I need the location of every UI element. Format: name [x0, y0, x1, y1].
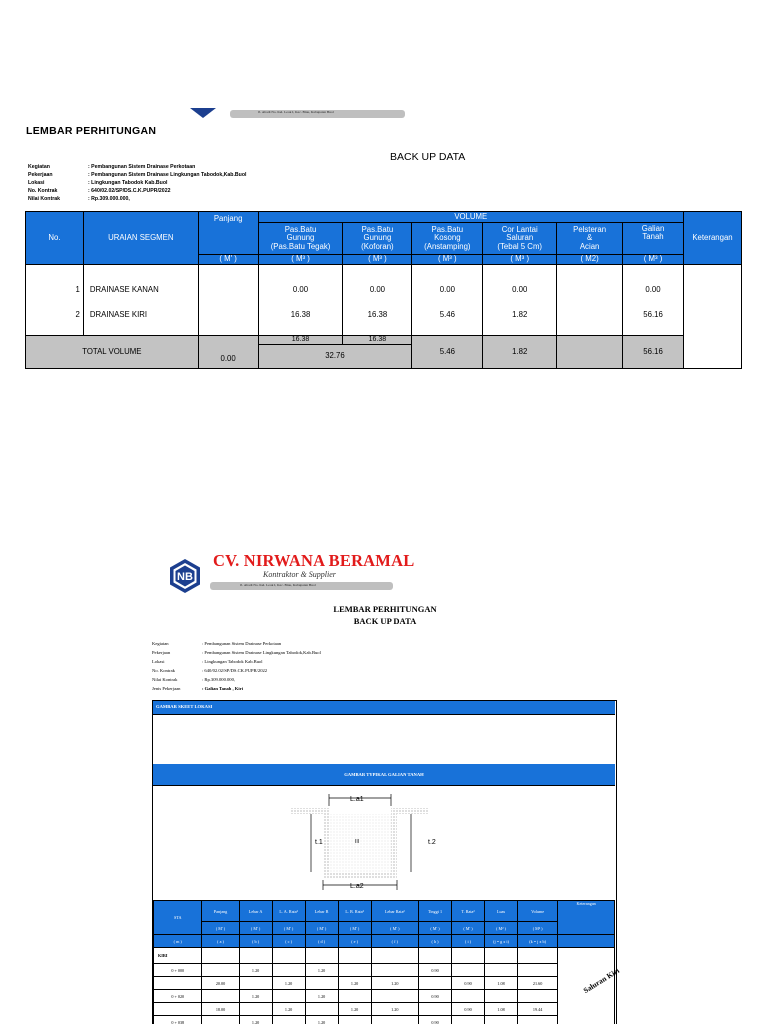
header-pas-batu-koforan: Pas.Batu Gunung (Koforan): [343, 223, 412, 255]
info-row: Nilai Kontrak : Rp.309.000.000,: [152, 677, 236, 682]
cell: 1.20: [371, 977, 418, 990]
th-keterangan: Keterangan: [558, 901, 615, 935]
cell: 1.08: [485, 1003, 518, 1016]
header-galian: Galian Tanah: [623, 223, 684, 255]
header-volume: VOLUME: [258, 212, 683, 223]
info-row: [28, 196, 130, 202]
cell-v2: 0.00 16.38: [343, 265, 412, 336]
info-row: [28, 164, 195, 170]
cell-segment: DRAINASE KANAN DRAINASE KIRI: [83, 265, 198, 336]
sketch-area: [153, 714, 615, 764]
info-row: Lokasi : Lingkungan Tabodok Kab.Buol: [152, 659, 263, 664]
cell-v1: 0.00 16.38: [258, 265, 343, 336]
cell-v4: 0.00 1.82: [483, 265, 557, 336]
cell: 1.20: [272, 1003, 305, 1016]
unit: ( M' ): [419, 922, 452, 935]
label-t2: t.2: [428, 839, 436, 846]
band-typical-excavation: GAMBAR TYPIKAL GALIAN TANAH: [153, 764, 615, 785]
cell: 1.20: [305, 1016, 338, 1024]
th: T. Rata²: [452, 901, 485, 922]
unit: ( M' ): [452, 922, 485, 935]
header-address-strip: [210, 582, 393, 590]
excavation-table: [153, 900, 615, 1024]
unit-cell: ( M³ ): [623, 255, 684, 265]
header-address-strip: [230, 110, 405, 118]
cell: 1.20: [272, 977, 305, 990]
letter: ( a ): [202, 935, 239, 948]
cell: 0.90: [452, 977, 485, 990]
cell: 18.00: [202, 1003, 239, 1016]
unit: ( M' ): [305, 922, 338, 935]
th: Volume: [518, 901, 558, 922]
total-v3: 5.46: [412, 336, 483, 369]
cell-sta: 0 + 020: [154, 990, 202, 1003]
unit: ( M' ): [272, 922, 305, 935]
page-title: LEMBAR PERHITUNGAN: [26, 125, 157, 137]
cell: 0.90: [419, 990, 452, 1003]
info-row: [28, 172, 246, 178]
table-row: [154, 977, 615, 990]
total-b: 16.38: [343, 336, 412, 345]
cell-v3: 0.00 5.46: [412, 265, 483, 336]
info-row: No. Kontrak : 640/02.02/SP/DS.CK.PUPR/2022: [152, 668, 268, 673]
th: Lebar A: [239, 901, 272, 922]
table-row: [154, 1016, 615, 1024]
unit-cell: ( M' ): [198, 255, 258, 265]
unit: ( M' ): [371, 922, 418, 935]
header-address-text: Jl. Abadi No. Kel. Leok I, Kec. Biau, Kabupaten Buol: [240, 583, 316, 587]
sheet-title: LEMBAR PERHITUNGAN: [333, 604, 437, 614]
letter: [558, 935, 615, 948]
cell: 20.00: [202, 977, 239, 990]
header-keterangan: Keterangan: [683, 212, 741, 265]
cell: 0.90: [419, 1016, 452, 1024]
cell: 1.20: [239, 964, 272, 977]
info-key: Lokasi: [28, 180, 45, 186]
company-name: CV. NIRWANA BERAMAL: [213, 551, 415, 570]
cell-v6: 0.00 56.16: [623, 265, 684, 336]
cell-panjang: [198, 265, 258, 336]
info-value: : 640/02.02/SP/DS.C.K.PUPR/2022: [88, 188, 171, 194]
header-address-text: Jl. Abadi No. Kel. Leok I, Kec. Biau, Kabupaten Buol: [258, 110, 334, 114]
unit: ( M' ): [338, 922, 371, 935]
cell-keterangan: [683, 265, 741, 369]
backup-data-title: BACK UP DATA: [390, 151, 466, 163]
letter: (j = g x i): [485, 935, 518, 948]
unit-cell: ( M³ ): [258, 255, 343, 265]
band-sketch-location: GAMBAR SKEET LOKASI: [153, 701, 615, 714]
label-t1: t.1: [315, 839, 323, 846]
cell: 1.20: [305, 964, 338, 977]
info-row: Jenis Pekerjaan : Galian Tanah , Kiri: [152, 686, 243, 691]
total-v6: 56.16: [623, 336, 684, 369]
th: L. A. Rata²: [272, 901, 305, 922]
cell-sta: 0 + 038: [154, 1016, 202, 1024]
unit-cell: ( M³ ): [343, 255, 412, 265]
letter: ( f ): [371, 935, 418, 948]
info-value: : Lingkungan Tabodok Kab.Buol: [88, 180, 168, 186]
cell: 1.20: [371, 1003, 418, 1016]
header-cor-lantai: Cor Lantai Saluran (Tebal 5 Cm): [483, 223, 557, 255]
info-row: [28, 180, 167, 186]
total-label: TOTAL VOLUME: [26, 336, 199, 369]
table-row: [154, 990, 615, 1003]
section-label: KIRI: [154, 948, 202, 964]
cell-v5: [557, 265, 623, 336]
label-la2: L.a2: [350, 883, 364, 890]
table-row: [154, 964, 615, 977]
drawing-frame: [152, 700, 621, 1024]
header-pas-batu-tegak: Pas.Batu Gunung (Pas.Batu Tegak): [258, 223, 343, 255]
table-row: [154, 1003, 615, 1016]
info-value: : Pembangunan Sistem Drainase Lingkungan Tabodok,Kab.Buol: [88, 172, 247, 178]
letter: ( e ): [338, 935, 371, 948]
total-a: 16.38: [258, 336, 343, 345]
th: Luas: [485, 901, 518, 922]
sheet-subtitle: BACK UP DATA: [353, 616, 417, 626]
letter: ( b ): [239, 935, 272, 948]
unit: ( m ): [154, 935, 202, 948]
unit-cell: ( M³ ): [483, 255, 557, 265]
cell: 19.44: [518, 1003, 558, 1016]
cell: 1.20: [338, 977, 371, 990]
info-row: Kegiatan : Pembangunan Sistem Drainase Perkotaan: [152, 641, 282, 646]
letter: ( h ): [419, 935, 452, 948]
info-key: Kegiatan: [28, 164, 50, 170]
volume-table: [25, 211, 742, 369]
rotated-remark: Saluran Kiri: [581, 965, 621, 996]
unit-cell: ( M³ ): [412, 255, 483, 265]
cell-sta: 0 + 000: [154, 964, 202, 977]
cell: 1.20: [305, 990, 338, 1003]
unit-cell: ( M2): [557, 255, 623, 265]
th: Panjang: [202, 901, 239, 922]
cell: 0.90: [452, 1003, 485, 1016]
header-panjang: Panjang: [198, 212, 258, 255]
cell: 0.90: [419, 964, 452, 977]
label-mid: III: [355, 839, 360, 845]
info-value: : Pembangunan Sistem Drainase Perkotaan: [88, 164, 196, 170]
unit: ( M² ): [485, 922, 518, 935]
cell: 21.60: [518, 977, 558, 990]
cell-no: 1 2: [26, 265, 84, 336]
letter: ( i ): [452, 935, 485, 948]
th-sta: STA: [154, 901, 202, 935]
company-logo: [167, 558, 203, 594]
total-panjang: 0.00: [198, 336, 258, 369]
th: Lebar B: [305, 901, 338, 922]
th: Tinggi 1: [419, 901, 452, 922]
letter: (k = j x b): [518, 935, 558, 948]
diagram-area: [153, 785, 615, 900]
unit: ( M' ): [202, 922, 239, 935]
cell: 1.20: [239, 990, 272, 1003]
header-no: No.: [26, 212, 84, 265]
header-uraian: URAIAN SEGMEN: [83, 212, 198, 265]
info-row: Pekerjaan : Pembangunan Sistem Drainase Lingkungan Tabodok,Kab.Buol: [152, 650, 321, 655]
unit: ( M³ ): [518, 922, 558, 935]
total-ab: 32.76: [258, 345, 412, 369]
th: L. B. Rata²: [338, 901, 371, 922]
letter: ( c ): [272, 935, 305, 948]
total-v4: 1.82: [483, 336, 557, 369]
logo-fragment: [190, 108, 216, 118]
cell: 1.20: [239, 1016, 272, 1024]
excavation-diagram: [153, 786, 615, 901]
info-row: [28, 188, 170, 194]
th: Lebar Rata²: [371, 901, 418, 922]
company-subtitle: Kontraktor & Supplier: [263, 570, 336, 579]
unit: ( M' ): [239, 922, 272, 935]
cell: 1.08: [485, 977, 518, 990]
total-v5: [557, 336, 623, 369]
table-body-row: [26, 265, 742, 336]
label-la1: L.a1: [350, 796, 364, 803]
info-value: : Rp.309.000.000,: [88, 196, 130, 202]
info-key: Nilai Kontrak: [28, 196, 60, 202]
info-key: No. Kontrak: [28, 188, 58, 194]
logo-letters: NB: [177, 571, 193, 583]
cell: 1.20: [338, 1003, 371, 1016]
header-pelsteran: Pelsteran & Acian: [557, 223, 623, 255]
letter: ( d ): [305, 935, 338, 948]
header-pas-batu-kosong: Pas.Batu Kosong (Anstamping): [412, 223, 483, 255]
info-key: Pekerjaan: [28, 172, 53, 178]
